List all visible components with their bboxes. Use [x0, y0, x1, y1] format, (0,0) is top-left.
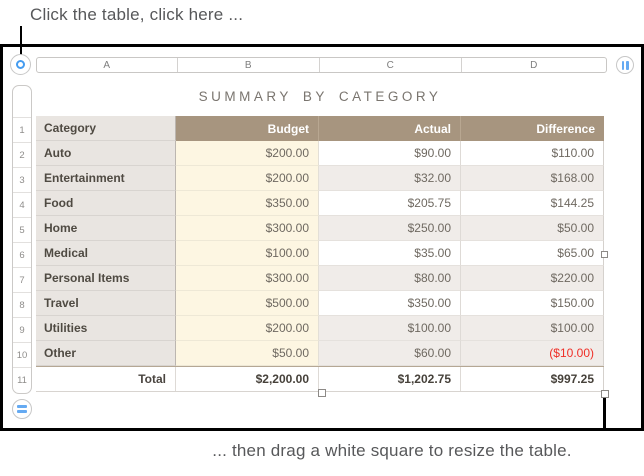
row-number-7[interactable]: 7	[13, 267, 31, 292]
cell-difference[interactable]: $110.00	[461, 141, 604, 166]
column-letter-C[interactable]: C	[320, 58, 462, 72]
column-letter-D[interactable]: D	[530, 59, 538, 71]
cell-actual[interactable]: $80.00	[319, 266, 461, 291]
cell-actual[interactable]: $250.00	[319, 216, 461, 241]
summary-table[interactable]	[36, 116, 604, 392]
callout-line-top	[20, 26, 22, 56]
add-column-button[interactable]	[616, 56, 634, 74]
column-header-category: Category	[36, 116, 176, 141]
table-row	[36, 166, 604, 191]
callout-line-bottom	[603, 397, 606, 431]
column-letter-A[interactable]: A	[37, 58, 178, 72]
total-difference-cell[interactable]: $997.25	[461, 367, 604, 391]
table-row	[36, 216, 604, 241]
column-header-budget: Budget	[176, 116, 319, 141]
cell-budget[interactable]: $300.00	[176, 266, 319, 291]
add-column-icon	[626, 61, 629, 70]
row-number-5[interactable]: 5	[13, 217, 31, 242]
table-body	[36, 141, 604, 366]
cell-budget[interactable]: $200.00	[176, 141, 319, 166]
row-number-1[interactable]: 1	[13, 117, 31, 142]
row-number-6[interactable]: 6	[13, 242, 31, 267]
cell-actual[interactable]: $350.00	[319, 291, 461, 316]
cell-budget[interactable]: $300.00	[176, 216, 319, 241]
add-column-icon	[622, 61, 625, 70]
table-header-row	[36, 116, 604, 141]
row-rail-spacer	[13, 86, 31, 117]
cell-difference[interactable]: ($10.00)	[461, 341, 604, 366]
cell-budget[interactable]: $200.00	[176, 166, 319, 191]
table-row	[36, 241, 604, 266]
row-number-11[interactable]: 11	[13, 367, 31, 393]
row-number-3[interactable]: 3	[13, 167, 31, 192]
cell-actual[interactable]: $90.00	[319, 141, 461, 166]
cell-category[interactable]: Entertainment	[36, 166, 176, 191]
column-letter-B[interactable]: B	[178, 58, 321, 72]
cell-category[interactable]: Medical	[36, 241, 176, 266]
row-number-10[interactable]: 10	[13, 342, 31, 367]
cell-actual[interactable]: $100.00	[319, 316, 461, 341]
cell-category[interactable]: Utilities	[36, 316, 176, 341]
table-select-handle[interactable]	[10, 54, 31, 75]
add-row-button[interactable]	[12, 399, 32, 419]
total-actual-cell[interactable]: $1,202.75	[319, 367, 461, 391]
total-budget-cell[interactable]: $2,200.00	[176, 367, 319, 391]
resize-handle-right[interactable]	[601, 251, 608, 258]
row-number-8[interactable]: 8	[13, 292, 31, 317]
total-label: Total	[36, 367, 176, 391]
cell-difference[interactable]: $65.00	[461, 241, 604, 266]
cell-category[interactable]: Personal Items	[36, 266, 176, 291]
cell-actual[interactable]: $32.00	[319, 166, 461, 191]
resize-handle-bottom-center[interactable]	[318, 389, 326, 397]
table-select-icon	[16, 60, 25, 69]
cell-budget[interactable]: $200.00	[176, 316, 319, 341]
cell-actual[interactable]: $205.75	[319, 191, 461, 216]
table-row	[36, 291, 604, 316]
add-row-icon	[17, 405, 27, 408]
cell-difference[interactable]: $100.00	[461, 316, 604, 341]
row-number-2[interactable]: 2	[13, 142, 31, 167]
column-header-actual: Actual	[319, 116, 461, 141]
cell-budget[interactable]: $500.00	[176, 291, 319, 316]
resize-handle-bottom-right[interactable]	[601, 390, 609, 398]
cell-difference[interactable]: $150.00	[461, 291, 604, 316]
cell-difference[interactable]: $144.25	[461, 191, 604, 216]
cell-actual[interactable]: $35.00	[319, 241, 461, 266]
cell-category[interactable]: Home	[36, 216, 176, 241]
table-row	[36, 341, 604, 366]
table-row	[36, 141, 604, 166]
table-row	[36, 191, 604, 216]
callout-text-top: Click the table, click here ...	[30, 5, 244, 24]
cell-budget[interactable]: $100.00	[176, 241, 319, 266]
cell-difference[interactable]: $50.00	[461, 216, 604, 241]
row-number-rail[interactable]	[12, 85, 32, 394]
table-row	[36, 266, 604, 291]
cell-difference[interactable]: $168.00	[461, 166, 604, 191]
cell-category[interactable]: Travel	[36, 291, 176, 316]
row-number-4[interactable]: 4	[13, 192, 31, 217]
cell-budget[interactable]: $50.00	[176, 341, 319, 366]
cell-category[interactable]: Food	[36, 191, 176, 216]
cell-difference[interactable]: $220.00	[461, 266, 604, 291]
table-row	[36, 316, 604, 341]
cell-category[interactable]: Auto	[36, 141, 176, 166]
add-row-icon	[17, 410, 27, 413]
column-header-difference: Difference	[536, 121, 595, 136]
column-bar[interactable]	[36, 57, 607, 73]
cell-category[interactable]: Other	[36, 341, 176, 366]
table-title: SUMMARY BY CATEGORY	[198, 89, 442, 104]
cell-actual[interactable]: $60.00	[319, 341, 461, 366]
cell-budget[interactable]: $350.00	[176, 191, 319, 216]
row-number-9[interactable]: 9	[13, 317, 31, 342]
callout-text-bottom: ... then drag a white square to resize the table.	[212, 441, 572, 460]
